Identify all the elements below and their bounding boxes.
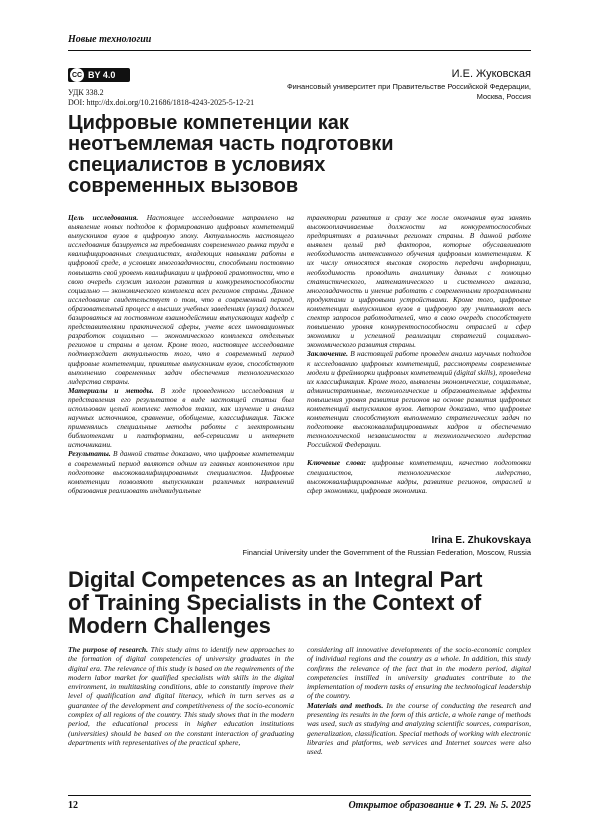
- methods-en-text: In the course of conducting the research and presenting its results in the form of this article, a whole range of methods was used, such as studying and analyzing scientific sources, comparison, generalization, classification. Special methods of working with electronic libraries and platforms, web services and Internet sources were also used.: [307, 700, 531, 757]
- keywords-ru-label: Ключевые слова:: [307, 458, 367, 468]
- methods-en-label: Materials and methods.: [307, 700, 384, 710]
- header-rule: [68, 50, 531, 51]
- footer-journal: Открытое образование ♦ Т. 29. № 5. 2025: [348, 800, 531, 811]
- purpose-en-text: This study aims to identify new approaches to the formation of digital competencies of university graduates in the digital era. The relevance of this study is based on the requirements of the modern labor market for qualified specialists with skills in the digital environment, in multitasking conditions, able to constantly improve their level of qualification and digital literacy, which in turn serves as a guarantee of the development and competitiveness of the socio-economic complex of all regions of the country. This study shows that in the modern period, the educational process in higher education institutions (universities) should be based on the constant interaction of graduating departments with representatives of the practical sphere,: [68, 645, 294, 747]
- results-ru-label: Результаты.: [68, 449, 111, 459]
- author-en: Irina E. Zhukovskaya: [431, 535, 531, 546]
- license-badge[interactable]: [68, 68, 130, 82]
- results-ru-continued: траектории развития и сразу же после окончания вуза занять высокооплачиваемые должности на конкурентоспособных предприятиях в различных регионах страны. В данной работе выявлен целый ряд факторов, которые обуславливают необходимость интенсивного обучения цифровым компетенциям. К их числу относятся высокая скорость передачи информации, необходимость проводить аналитику данных с помощью статистического, математического и системного анализа, многозадачность и умение работать с современными программными продуктами и цифровыми устройствами. Кроме того, цифровые компетенции выпускников вузов в цифровую эру учитывают весь спектр запросов работодателей, что в свою очередь способствует повышению уровня конкурентоспособности отраслей и сфер экономики и успешной реализации стратегий социально-экономического развития страны.: [307, 213, 531, 350]
- results-ru: [68, 449, 294, 494]
- methods-ru-text: В ходе проведенного исследования и представления его результатов в виде настоящей статьи был использован целый комплекс методов таких, как изучение и анализ научных источников, сравнение, обобщение, классификация. Также применялись специальные методы работы с электронными библиотеками и платформами, веб-сервисами и интернет источниками.: [68, 385, 294, 450]
- purpose-en-continued: considering all innovative developments of the socio-economic complex of individual regions and the country as a whole. In addition, this study confirms the relevance of the fact that in the modern period, digital competencies instilled in university graduates contribute to the implementation of modern tasks of ensuring the technological leadership of the country.: [307, 645, 531, 701]
- conclusion-ru-label: Заключение.: [307, 349, 348, 359]
- journal-section: Новые технологии: [68, 34, 152, 45]
- affiliation-ru-line-1: Финансовый университет при Правительстве Российской Федерации,: [286, 82, 531, 91]
- purpose-en-label: The purpose of research.: [68, 645, 149, 654]
- abstract-ru-column-1: [68, 213, 294, 495]
- abstract-ru-column-2: [307, 213, 531, 495]
- keywords-ru-text: цифровые компетенции, качество подготовки специалистов, технологическое лидерство, высококвалифицированные кадры, развитие регионов, отраслей и сфер экономики, цифровая экономика.: [307, 458, 531, 495]
- page-number: 12: [68, 800, 78, 811]
- purpose-ru-text: Настоящее исследование направлено на выявление новых подходов к формированию цифровых компетенций выпускников вузов в цифровую эпоху. Актуальность настоящего исследования базируется на требованиях современного рынка труда в квалифицированных специалистах, владеющих навыками работы в цифровой среде, в условиях многозадачности, способными постоянно повышать свой уровень квалификации и цифровой грамотности, что в свою очередь служит залогом развития и конкурентоспособности социально — экономического комплекса всех регионов страны. Данное исследование свидетельствует о том, что в современный период, образовательный процесс в высших учебных заведениях (вузах) должен базироваться на постоянном взаимодействии выпускающих кафедр с представителями практической сферы, учете всех инновационных разработок социально — экономического комплекса отдельных регионов и страны в целом. Кроме того, настоящее исследование подтверждает актуальность того, что в современный период цифровые компетенции, привитые выпускникам вузов, способствуют выполнению современных задач обеспечения технологического лидерства страны.: [68, 213, 294, 386]
- methods-ru-label: Материалы и методы.: [68, 385, 154, 395]
- affiliation-ru: [231, 82, 531, 102]
- conclusion-ru: [307, 349, 531, 449]
- article-title-en: Digital Competences as an Integral Part of Training Specialists in the Context of Modern Challenges: [68, 567, 483, 638]
- methods-ru: [68, 386, 294, 450]
- purpose-en: [68, 645, 294, 747]
- affiliation-en: Financial University under the Government of the Russian Federation, Moscow, Russia: [242, 548, 531, 557]
- udc-block: [68, 88, 254, 108]
- author-ru: И.Е. Жуковская: [451, 68, 531, 80]
- cc-icon: CC: [70, 68, 84, 82]
- conclusion-ru-text: В настоящей работе проведен анализ научных подходов к исследованию цифровых компетенций, рассмотрены современные модели и фреймворки цифровых компетенций (digital skills), проведена их классификация. Кроме того, выявлены экономические, социальные, административные, технологические и образовательные эффекты повышения уровня развития регионов на основе развития цифровых компетенций выпускников вузов. Автором доказано, что цифровые компетенции способствуют выполнению стратегических задач по подготовке высококвалифицированных кадров и обеспечению технологической независимости и технологического лидерства Российской Федерации.: [307, 349, 531, 450]
- keywords-ru: [307, 458, 531, 494]
- results-ru-text: В данной статье доказано, что цифровые компетенции в современный период являются одним из главных компонентов при подготовке высококвалифицированных специалистов. Цифровые компетенции позволяют выпускникам различных направлений образования реализовать индивидуальные: [68, 449, 294, 495]
- license-label: BY 4.0: [88, 70, 116, 80]
- purpose-ru-label: Цель исследования.: [68, 213, 139, 222]
- footer-rule: [68, 795, 531, 796]
- abstract-en-column-2: [307, 645, 531, 757]
- udc-code: УДК 338.2: [68, 88, 104, 97]
- methods-en: [307, 701, 531, 757]
- purpose-ru: [68, 213, 294, 386]
- article-title-ru: Цифровые компетенции как неотъемлемая часть подготовки специалистов в условиях современных вызовов: [68, 112, 394, 197]
- affiliation-ru-line-2: Москва, Россия: [476, 92, 531, 101]
- abstract-en-column-1: [68, 645, 294, 747]
- doi-link[interactable]: DOI: http://dx.doi.org/10.21686/1818-4243-2025-5-12-21: [68, 98, 255, 107]
